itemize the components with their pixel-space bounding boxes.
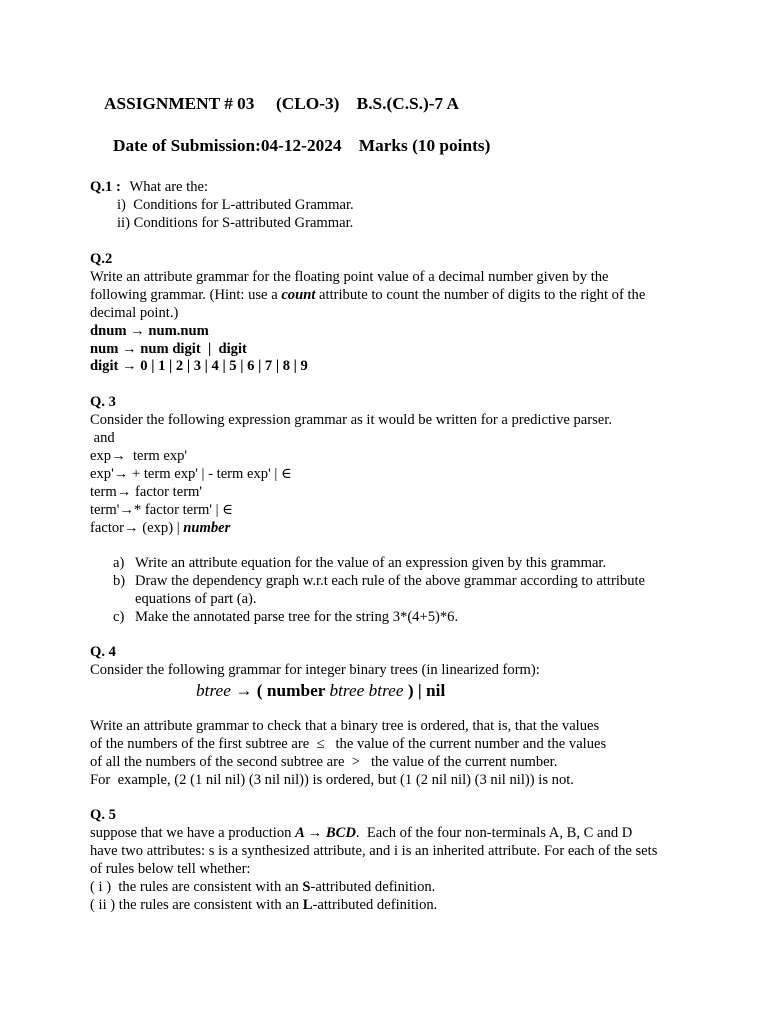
q2-production-digit: digit → 0 | 1 | 2 | 3 | 4 | 5 | 6 | 7 | 8 | 9 <box>90 358 308 374</box>
q3-part-c-letter: c) <box>113 609 125 625</box>
q5-label: Q. 5 <box>90 807 116 823</box>
q3-rule-term-prime: term'→* factor term' | ∈ <box>90 502 233 518</box>
q3-part-b-letter: b) <box>113 573 126 589</box>
q3-and: and <box>90 430 115 446</box>
q5-option-2-text: ( ii ) the rules are consistent with an <box>90 897 303 913</box>
q4-rule-btree: btree <box>196 681 231 700</box>
submission-date-marks: Date of Submission:04-12-2024 Marks (10 points) <box>113 136 491 155</box>
q1-label: Q.1 : <box>90 179 121 195</box>
q2-text-hint: . (Hint: use a <box>202 287 282 303</box>
q4-btree-rule <box>196 681 445 701</box>
q3-rule-term: term→ factor term' <box>90 484 203 500</box>
q2-text-line-1: Write an attribute grammar for the floating point value of a decimal number given by the <box>90 269 609 285</box>
q3-rule-factor <box>90 520 230 537</box>
q1-line <box>90 179 208 196</box>
q3-rule-factor-text: factor→ (exp) | <box>90 520 184 536</box>
q2-production-num: num → num digit | digit <box>90 341 247 357</box>
q3-rule-exp: exp→ term exp' <box>90 448 188 464</box>
q5-option-l-attributed <box>90 897 437 914</box>
q4-label: Q. 4 <box>90 644 116 660</box>
q2-text-line-2 <box>90 287 645 304</box>
q5-option-1-text: ( i ) the rules are consistent with an <box>90 879 303 895</box>
q3-part-a-text: Write an attribute equation for the value of an expression given by this grammar. <box>135 555 607 571</box>
q5-option-2-rest: -attributed definition. <box>312 897 438 913</box>
q5-line-1-rest: . Each of the four non-terminals A, B, C and D <box>355 825 633 841</box>
q5-line-3: of rules below tell whether: <box>90 861 251 877</box>
q4-rule-arrow: → <box>230 681 257 700</box>
q2-label: Q.2 <box>90 251 113 267</box>
q3-part-a-letter: a) <box>113 555 125 571</box>
q3-rule-factor-number: number <box>183 520 231 536</box>
q5-option-s-attributed <box>90 879 435 896</box>
q3-part-b-text: Draw the dependency graph w.r.t each rule of the above grammar according to attribute <box>135 573 646 589</box>
q4-rule-close: ) | nil <box>403 681 446 700</box>
q5-option-1-s: S <box>302 879 311 895</box>
q3-rule-exp-prime: exp'→ + term exp' | - term exp' | ∈ <box>90 466 292 482</box>
q5-option-1-rest: -attributed definition. <box>310 879 436 895</box>
q5-option-2-l: L <box>302 897 313 913</box>
q2-text-hint-rest: attribute to count the number of digits to the right of the <box>315 287 646 303</box>
q1-item-l-attributed: i) Conditions for L-attributed Grammar. <box>117 197 354 213</box>
q3-part-b-continued-text: equations of part (a). <box>135 591 257 607</box>
q3-part-b <box>113 573 645 590</box>
q4-body-line-1: Write an attribute grammar to check that a binary tree is ordered, that is, that the values <box>90 718 600 734</box>
q5-line-2: have two attributes: s is a synthesized attribute, and i is an inherited attribute. For each of the sets <box>90 843 658 859</box>
assignment-title: ASSIGNMENT # 03 (CLO-3) B.S.(C.S.)-7 A <box>104 94 459 113</box>
q2-production-dnum: dnum → num.num <box>90 323 209 339</box>
q2-text-line-3: decimal point.) <box>90 305 179 321</box>
q2-text-following-grammar: following grammar <box>90 287 203 303</box>
q4-body-line-3: of all the numbers of the second subtree are > the value of the current number. <box>90 754 558 770</box>
q5-line-1-text: suppose that we have a production <box>90 825 296 841</box>
q4-rule-open: ( number <box>256 681 330 700</box>
q3-label: Q. 3 <box>90 394 116 410</box>
q4-body-line-4: For example, (2 (1 nil nil) (3 nil nil)) is ordered, but (1 (2 nil nil) (3 nil nil)) is not. <box>90 772 574 788</box>
q5-line-1 <box>90 825 632 842</box>
q2-count-keyword: count <box>281 287 316 303</box>
q1-item-s-attributed: ii) Conditions for S-attributed Grammar. <box>117 215 354 231</box>
q5-production: A → BCD <box>295 825 356 841</box>
q1-prompt: What are the: <box>129 179 209 195</box>
q4-intro: Consider the following grammar for integer binary trees (in linearized form): <box>90 662 540 678</box>
q3-part-c-text: Make the annotated parse tree for the string 3*(4+5)*6. <box>135 609 459 625</box>
q3-intro: Consider the following expression grammar as it would be written for a predictive parser. <box>90 412 612 428</box>
q3-part-c <box>113 609 458 626</box>
q3-part-b-continued <box>113 591 257 608</box>
q4-rule-subtrees: btree btree <box>329 681 404 700</box>
q3-part-a <box>113 555 606 572</box>
q4-body-line-2: of the numbers of the first subtree are ≤ the value of the current number and the values <box>90 736 607 752</box>
